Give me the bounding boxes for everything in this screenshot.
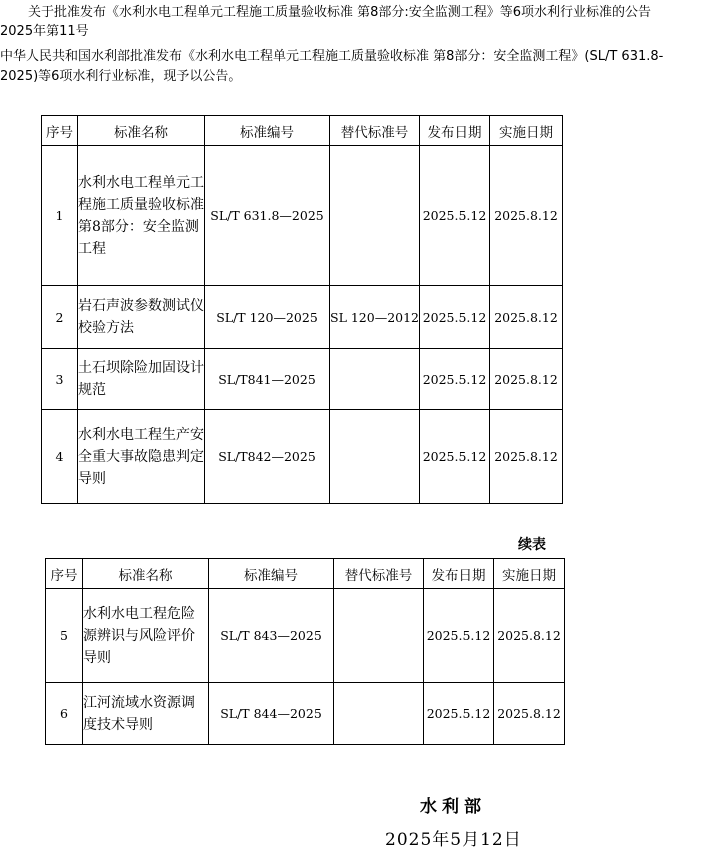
row-replaced-code	[334, 589, 424, 683]
row-replaced-code: SL 120—2012	[330, 286, 420, 349]
header-seq: 序号	[46, 559, 83, 589]
issuer-signature: 水利部	[420, 797, 486, 817]
row-publish-date: 2025.5.12	[420, 349, 490, 410]
table-row	[46, 589, 565, 683]
header-seq: 序号	[42, 116, 78, 146]
row-replaced-code	[330, 349, 420, 410]
intro-text-line-1: 中华人民共和国水利部批准发布《水利水电工程单元工程施工质量验收标准 第8部分：安全监测工程》(SL/T 631.8-	[0, 49, 664, 64]
table-row	[42, 286, 563, 349]
continued-table-label: 续表	[518, 537, 546, 553]
table-row	[46, 683, 565, 745]
row-replaced-code	[334, 683, 424, 745]
row-seq: 2	[42, 286, 78, 349]
row-publish-date: 2025.5.12	[420, 146, 490, 286]
row-replaced-code	[330, 410, 420, 504]
row-standard-code: SL/T 844—2025	[209, 683, 334, 745]
row-standard-name: 水利水电工程危险源辨识与风险评价导则	[83, 589, 209, 683]
intro-text-line-2: 2025)等6项水利行业标准，现予以公告。	[0, 69, 242, 84]
row-seq: 3	[42, 349, 78, 410]
table-row	[42, 410, 563, 504]
row-seq: 5	[46, 589, 83, 683]
row-effective-date: 2025.8.12	[490, 286, 563, 349]
row-replaced-code	[330, 146, 420, 286]
row-standard-code: SL/T842—2025	[205, 410, 330, 504]
row-standard-name: 土石坝除险加固设计规范	[78, 349, 205, 410]
row-seq: 6	[46, 683, 83, 745]
standards-table-continued	[45, 558, 565, 745]
announcement-title: 关于批准发布《水利水电工程单元工程施工质量验收标准 第8部分:安全监测工程》等6项水利行业标准的公告	[28, 5, 652, 20]
row-publish-date: 2025.5.12	[424, 589, 494, 683]
row-standard-name: 岩石声波参数测试仪校验方法	[78, 286, 205, 349]
row-effective-date: 2025.8.12	[490, 146, 563, 286]
header-publish-date: 发布日期	[420, 116, 490, 146]
header-name: 标准名称	[83, 559, 209, 589]
row-effective-date: 2025.8.12	[494, 683, 565, 745]
standards-table	[41, 115, 563, 504]
row-standard-code: SL/T 120—2025	[205, 286, 330, 349]
header-effective-date: 实施日期	[490, 116, 563, 146]
row-publish-date: 2025.5.12	[420, 286, 490, 349]
row-effective-date: 2025.8.12	[490, 349, 563, 410]
row-standard-code: SL/T 843—2025	[209, 589, 334, 683]
header-effective-date: 实施日期	[494, 559, 565, 589]
row-publish-date: 2025.5.12	[424, 683, 494, 745]
row-standard-code: SL/T841—2025	[205, 349, 330, 410]
header-code: 标准编号	[209, 559, 334, 589]
row-effective-date: 2025.8.12	[490, 410, 563, 504]
issue-date: 2025年5月12日	[385, 830, 522, 850]
header-replaced: 替代标准号	[330, 116, 420, 146]
row-publish-date: 2025.5.12	[420, 410, 490, 504]
row-effective-date: 2025.8.12	[494, 589, 565, 683]
table-row	[42, 349, 563, 410]
row-seq: 1	[42, 146, 78, 286]
table-header-row	[42, 116, 563, 146]
header-code: 标准编号	[205, 116, 330, 146]
row-standard-code: SL/T 631.8—2025	[205, 146, 330, 286]
row-standard-name: 江河流域水资源调度技术导则	[83, 683, 209, 745]
row-standard-name: 水利水电工程生产安全重大事故隐患判定导则	[78, 410, 205, 504]
header-name: 标准名称	[78, 116, 205, 146]
table-header-row	[46, 559, 565, 589]
row-seq: 4	[42, 410, 78, 504]
row-standard-name: 水利水电工程单元工程施工质量验收标准第8部分：安全监测工程	[78, 146, 205, 286]
header-publish-date: 发布日期	[424, 559, 494, 589]
table-row	[42, 146, 563, 286]
document-number: 2025年第11号	[0, 24, 89, 39]
header-replaced: 替代标准号	[334, 559, 424, 589]
